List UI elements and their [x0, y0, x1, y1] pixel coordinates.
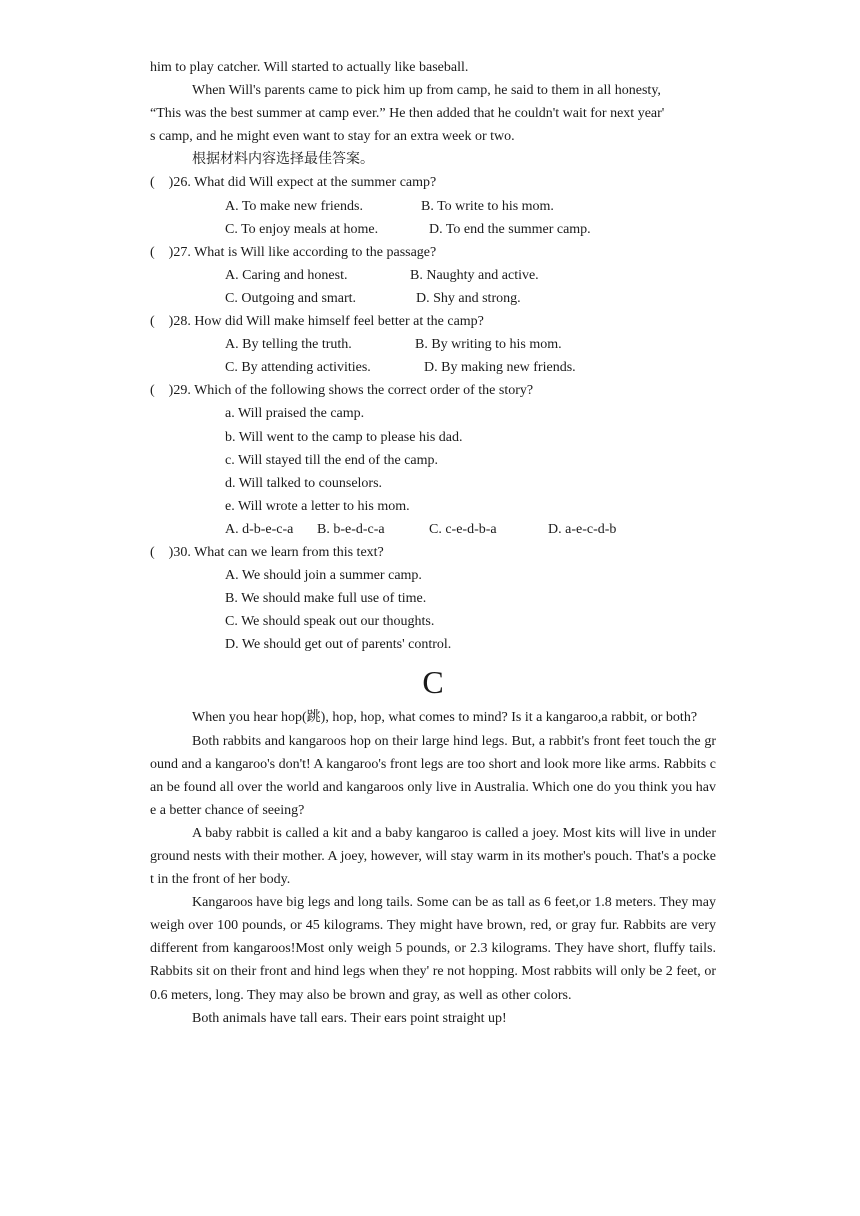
option-a[interactable]: A. Caring and honest. — [225, 267, 348, 283]
option-c[interactable]: C. To enjoy meals at home. — [225, 221, 379, 237]
passage-b-paragraph-line: When Will's parents came to pick him up from camp, he said to them in all honesty, — [192, 83, 661, 99]
story-event-a: a. Will praised the camp. — [225, 406, 365, 422]
option-d[interactable]: D. By making new friends. — [424, 360, 576, 376]
story-event-e: e. Will wrote a letter to his mom. — [225, 498, 410, 514]
section-c-paragraph: A baby rabbit is called a kit and a baby kangaroo is called a joey. Most kits will live in underground nests with their mother. A joey, however, will stay warm in its mother's pouch. That's a pocket in the front of her body. — [150, 825, 716, 888]
question-27-options-row — [150, 264, 716, 287]
question-27-options-row — [150, 287, 716, 310]
passage-b-line: him to play catcher. Will started to actually like baseball. — [150, 60, 469, 75]
question-26-options-row — [150, 195, 716, 218]
question-29-options-row — [150, 518, 716, 541]
question-29-stem: ( )29. Which of the following shows the correct order of the story? — [150, 383, 534, 399]
option-c[interactable]: C. Outgoing and smart. — [225, 290, 357, 306]
passage-b-paragraph-line: s camp, and he might even want to stay for an extra week or two. — [150, 129, 515, 145]
question-28-options-row — [150, 333, 716, 356]
worksheet-page — [150, 56, 716, 1030]
story-event-c: c. Will stayed till the end of the camp. — [225, 452, 439, 468]
option-a[interactable]: A. d-b-e-c-a — [225, 521, 294, 537]
question-28-stem: ( )28. How did Will make himself feel better at the camp? — [150, 314, 484, 330]
section-c-paragraph: Kangaroos have big legs and long tails. Some can be as tall as 6 feet,or 1.8 meters. They may weigh over 100 pounds, or 45 kilograms. They might have brown, red, or gray fur. Rabbits are very different from kangaroos!Most only weigh 5 pounds, or 2.3 kilograms. They have short, fluffy tails.Rabbits sit on their front and hind legs when they' re not hopping. Most rabbits will only be 2 feet, or 0.6 meters, long. They may also be brown and gray, as well as other colors. — [150, 895, 716, 1003]
section-c-paragraph: When you hear hop(跳), hop, hop, what comes to mind? Is it a kangaroo,a rabbit, or both? — [192, 710, 698, 726]
option-a[interactable]: A. By telling the truth. — [225, 337, 352, 353]
option-d[interactable]: D. We should get out of parents' control. — [225, 637, 452, 653]
story-event-b: b. Will went to the camp to please his dad. — [225, 429, 463, 445]
section-c-paragraph: Both animals have tall ears. Their ears point straight up! — [192, 1010, 507, 1026]
option-b[interactable]: B. To write to his mom. — [421, 198, 554, 214]
section-c-title: C — [422, 664, 444, 701]
option-c[interactable]: C. We should speak out our thoughts. — [225, 614, 435, 630]
option-c[interactable]: C. c-e-d-b-a — [429, 521, 497, 537]
question-26-options-row — [150, 218, 716, 241]
instruction-text: 根据材料内容选择最佳答案。 — [192, 152, 374, 168]
option-d[interactable]: D. a-e-c-d-b — [548, 521, 617, 537]
question-30-stem: ( )30. What can we learn from this text? — [150, 544, 384, 560]
option-b[interactable]: B. By writing to his mom. — [415, 337, 562, 353]
question-27-stem: ( )27. What is Will like according to the passage? — [150, 244, 437, 260]
passage-b-paragraph-line: “This was the best summer at camp ever.” He then added that he couldn't wait for next year' — [150, 106, 665, 122]
option-c[interactable]: C. By attending activities. — [225, 360, 371, 376]
option-d[interactable]: D. To end the summer camp. — [429, 221, 591, 237]
option-a[interactable]: A. We should join a summer camp. — [225, 568, 422, 584]
question-28-options-row — [150, 356, 716, 379]
option-b[interactable]: B. We should make full use of time. — [225, 591, 427, 607]
option-b[interactable]: B. Naughty and active. — [410, 267, 539, 283]
option-b[interactable]: B. b-e-d-c-a — [317, 521, 385, 537]
option-d[interactable]: D. Shy and strong. — [416, 290, 521, 306]
question-26-stem: ( )26. What did Will expect at the summer camp? — [150, 175, 437, 191]
story-event-d: d. Will talked to counselors. — [225, 475, 383, 491]
section-c-paragraph: Both rabbits and kangaroos hop on their large hind legs. But, a rabbit's front feet touch the ground and a kangaroo's don't! A kangaroo's front legs are too short and look more like arms. Rabbits can be found all over the world and kangaroos only live in Australia. Which one do you think you have a better chance of seeing? — [150, 733, 716, 818]
option-a[interactable]: A. To make new friends. — [225, 198, 363, 214]
